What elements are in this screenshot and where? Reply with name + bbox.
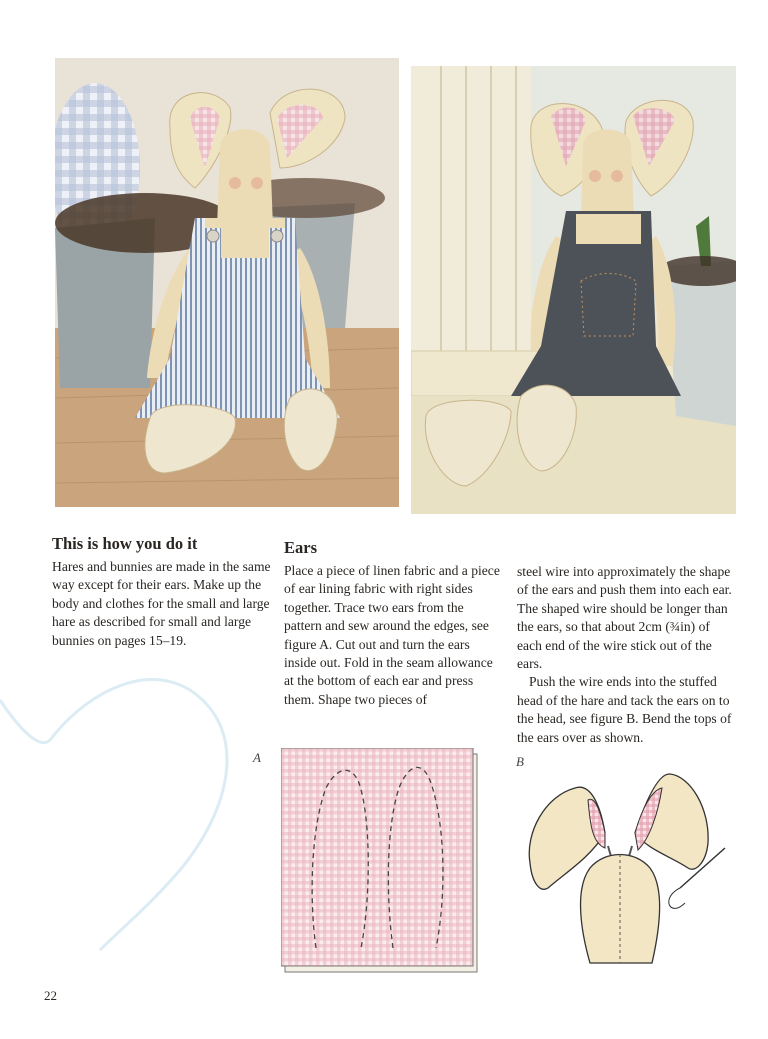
section-heading: This is how you do it bbox=[52, 534, 198, 553]
page-number: 22 bbox=[44, 988, 57, 1003]
figure-a-label: A bbox=[253, 750, 261, 765]
ears-paragraph-part1: Place a piece of linen fabric and a piece of ear lining fabric with right sides together. Trace two ears from the pattern and sew around the edges, see figure A. Cut out and turn the ears inside out. Fold in the seam allowance at the bottom of each ear and press them. Shape two pieces of bbox=[284, 563, 500, 707]
section-body: Hares and bunnies are made in the same way except for their ears. Make up the body and clothes for the small and large hare as described for small and large bunnies on pages 15–19. bbox=[52, 559, 271, 648]
section-ears-continued bbox=[517, 563, 735, 747]
section-how-to bbox=[52, 534, 274, 650]
ears-paragraph-part2: steel wire into approximately the shape of the ears and push them into each ear. The shaped wire should be longer than the ears, so that about 2cm (¾in) of each end of the wire stick out of the ears. bbox=[517, 564, 732, 672]
photo-hare-striped-overalls bbox=[55, 58, 399, 507]
figure-b-ears-attached bbox=[520, 768, 732, 972]
photo-hare-dark-overalls bbox=[411, 66, 736, 514]
heart-decoration bbox=[0, 660, 280, 960]
section-heading: Ears bbox=[284, 538, 317, 557]
figure-b-label: B bbox=[516, 754, 524, 769]
section-ears bbox=[284, 538, 502, 709]
ears-paragraph-2: Push the wire ends into the stuffed head of the hare and tack the ears on to the head, see figure B. Bend the tops of the ears over as shown. bbox=[517, 674, 732, 745]
figure-a-ear-pattern bbox=[281, 748, 481, 974]
